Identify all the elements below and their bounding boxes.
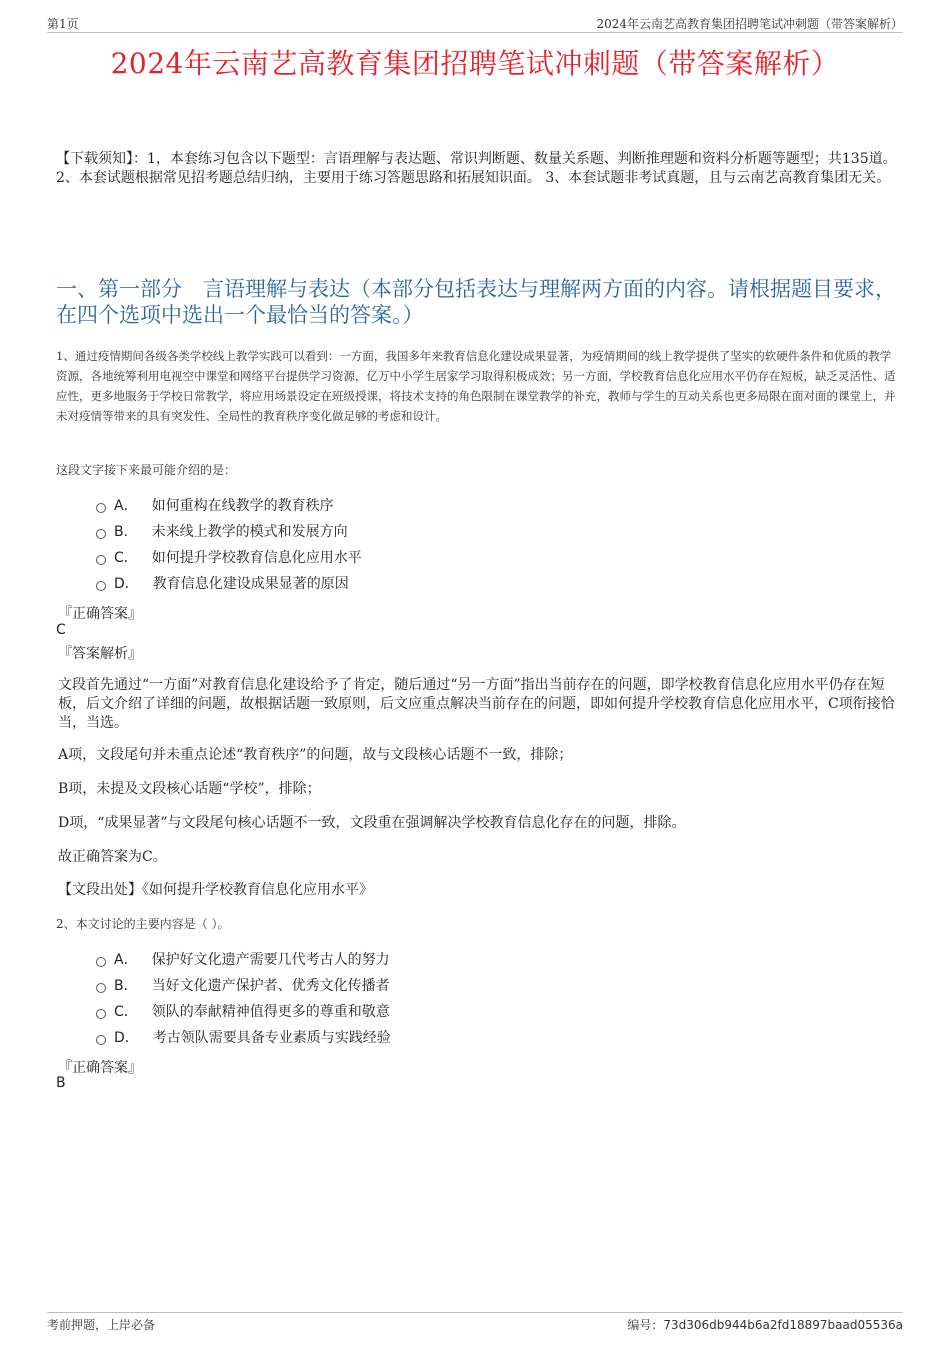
footer-code: 编号：73d306db944b6a2fd18897baad05536a [627, 1318, 903, 1332]
radio-icon[interactable] [96, 529, 106, 539]
q2-option-a[interactable]: A． 保护好文化遗产需要几代考古人的努力 [96, 950, 390, 970]
footer-slogan: 考前押题，上岸必备 [47, 1318, 156, 1332]
q1-analysis-d: D项，“成果显著”与文段尾句核心话题不一致，文段重在强调解决学校教育信息化存在的问题，排除。 [58, 815, 686, 831]
q1-answer-label: 『正确答案』 [58, 606, 142, 622]
radio-icon[interactable] [96, 503, 106, 513]
download-notice: 【下载须知】：1，本套练习包含以下题型：言语理解与表达题、常识判断题、数量关系题、判断推理题和资料分析题等题型；共135道。 2、本套试题根据常见招考题总结归纳，主要用于练习答题思路和拓展知识面。 3、本套试题非考试真题，且与云南艺高教育集团无关。 [56, 151, 897, 186]
header-doc-title: 2024年云南艺高教育集团招聘笔试冲刺题（带答案解析） [596, 17, 903, 31]
q1-analysis-b: B项，未提及文段核心话题“学校”，排除； [58, 781, 321, 797]
section-title: 一、第一部分 言语理解与表达（本部分包括表达与理解两方面的内容。请根据题目要求，在四个选项中选出一个最恰当的答案。） [56, 277, 896, 327]
radio-icon[interactable] [96, 1035, 106, 1045]
document-title: 2024年云南艺高教育集团招聘笔试冲刺题（带答案解析） [110, 47, 840, 80]
q1-analysis-conclusion: 故正确答案为C。 [58, 849, 167, 865]
q1-passage: 1、通过疫情期间各级各类学校线上教学实践可以看到：一方面，我国多年来教育信息化建设成果显著，为疫情期间的线上教学提供了坚实的软硬件条件和优质的教学资源，各地统筹利用电视空中课堂和网络平台提供学习资源，亿万中小学生居家学习取得积极成效；另一方面，学校教育信息化应用水平仍存在短板，缺乏灵活性、适应性，更多地服务于学校日常教学，将应用场景设定在班级授课，将技术支持的角色限制在课堂教学的补充，教师与学生的互动关系也更多局限在面对面的课堂上，并未对疫情等带来的具有突发性、全局性的教育秩序变化做足够的考虑和设计。 [56, 349, 896, 423]
q2-answer-label: 『正确答案』 [58, 1060, 142, 1076]
q2-question: 2、本文讨论的主要内容是（ ）。 [56, 917, 230, 931]
q2-option-c[interactable]: C． 领队的奉献精神值得更多的尊重和敬意 [96, 1002, 390, 1022]
q1-option-d[interactable]: D． 教育信息化建设成果显著的原因 [96, 574, 349, 594]
q2-option-b[interactable]: B． 当好文化遗产保护者、优秀文化传播者 [96, 976, 390, 996]
page-header [47, 14, 903, 33]
q1-source: 【文段出处】《如何提升学校教育信息化应用水平》 [58, 882, 373, 898]
page-number: 第1页 [47, 17, 79, 31]
radio-icon[interactable] [96, 983, 106, 993]
radio-icon[interactable] [96, 581, 106, 591]
q2-option-d[interactable]: D． 考古领队需要具备专业素质与实践经验 [96, 1028, 391, 1048]
q1-option-c[interactable]: C． 如何提升学校教育信息化应用水平 [96, 548, 362, 568]
q2-answer: B [56, 1075, 66, 1091]
q1-option-b[interactable]: B． 未来线上教学的模式和发展方向 [96, 522, 348, 542]
radio-icon[interactable] [96, 1009, 106, 1019]
radio-icon[interactable] [96, 957, 106, 967]
page-footer [47, 1312, 903, 1337]
q1-option-a[interactable]: A． 如何重构在线教学的教育秩序 [96, 496, 334, 516]
q1-analysis-main: 文段首先通过“一方面”对教育信息化建设给予了肯定，随后通过“另一方面”指出当前存在的问题，即学校教育信息化应用水平仍存在短板，后文介绍了详细的问题，故根据话题一致原则，后文应重点解决当前存在的问题，即如何提升学校教育信息化应用水平，C项衔接恰当，当选。 [58, 677, 895, 731]
q1-analysis-label: 『答案解析』 [58, 646, 142, 662]
q1-question: 这段文字接下来最可能介绍的是： [56, 463, 237, 477]
radio-icon[interactable] [96, 555, 106, 565]
q1-analysis-a: A项，文段尾句并未重点论述“教育秩序”的问题，故与文段核心话题不一致，排除； [58, 747, 573, 763]
q1-answer: C [56, 622, 66, 638]
